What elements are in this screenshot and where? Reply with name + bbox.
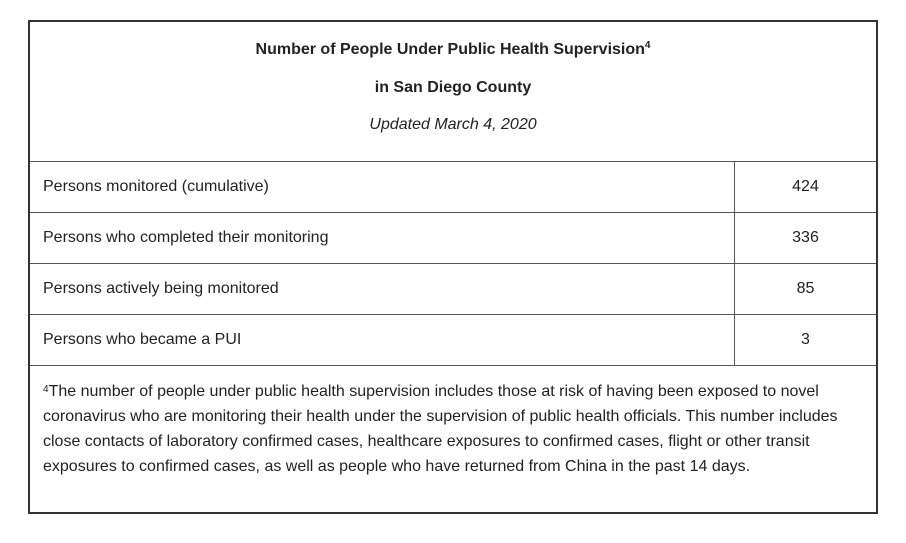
table-title bbox=[30, 22, 876, 60]
updated-date: Updated March 4, 2020 bbox=[369, 116, 537, 133]
table-title-text: Number of People Under Public Health Supervision bbox=[255, 41, 645, 58]
table-row bbox=[30, 264, 876, 315]
row-value: 424 bbox=[792, 178, 819, 195]
row-value: 3 bbox=[801, 331, 810, 348]
row-value: 336 bbox=[792, 229, 819, 246]
row-label: Persons monitored (cumulative) bbox=[30, 162, 735, 212]
row-label: Persons who became a PUI bbox=[30, 315, 735, 365]
table-header bbox=[30, 22, 876, 162]
table-row bbox=[30, 213, 876, 264]
row-label: Persons who completed their monitoring bbox=[30, 213, 735, 263]
supervision-table bbox=[28, 20, 878, 514]
footnote-text: The number of people under public health supervision includes those at risk of having been exposed to novel coronavirus who are monitoring their health under the supervision of public health officials. This number includes close contacts of laboratory confirmed cases, healthcare exposures to confirmed cases, flight or other transit exposures to confirmed cases, as well as people who have returned from China in the past 14 days. bbox=[43, 383, 838, 475]
table-subtitle: in San Diego County bbox=[374, 79, 532, 96]
title-footnote-marker: 4 bbox=[644, 40, 651, 51]
footnote-marker: 4 bbox=[43, 384, 49, 395]
footnote bbox=[30, 366, 876, 479]
table-row bbox=[30, 315, 876, 366]
row-value: 85 bbox=[796, 280, 815, 297]
row-label: Persons actively being monitored bbox=[30, 264, 735, 314]
table-row bbox=[30, 162, 876, 213]
